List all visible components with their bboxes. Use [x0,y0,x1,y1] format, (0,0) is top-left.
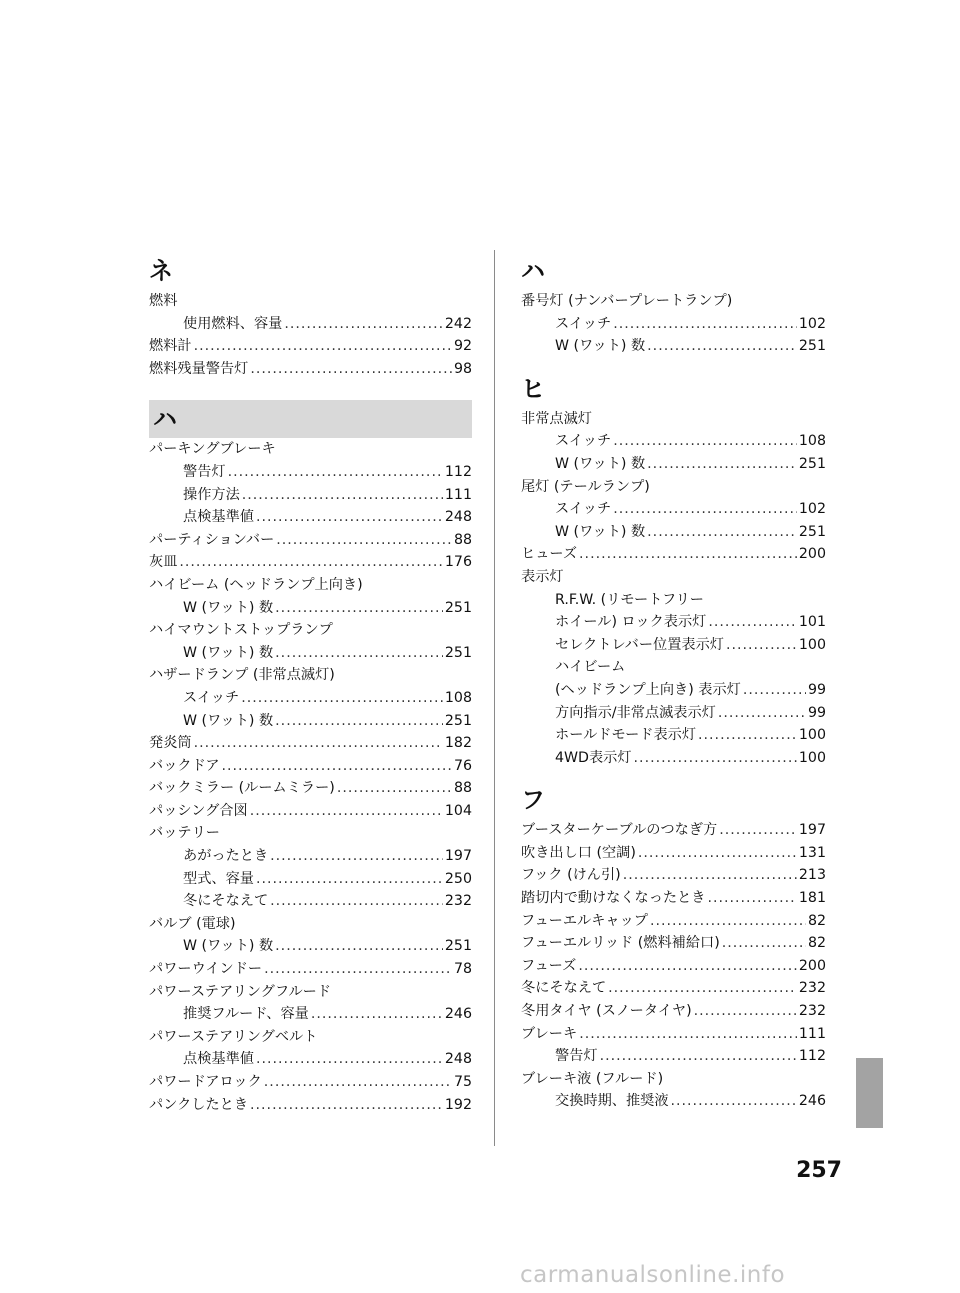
entry-page-number: 181 [798,890,826,907]
index-entry [149,868,472,891]
dot-leader [194,732,443,755]
index-entry [149,1003,472,1026]
entry-term: ホイール) ロック表示灯 [555,614,707,631]
entry-term: 表示灯 [521,568,564,585]
dot-leader [284,313,443,336]
index-entry [521,656,826,679]
index-entry [521,566,826,589]
index-entry [521,634,826,657]
index-entry [149,1048,472,1071]
entry-term: ブースターケーブルのつなぎ方 [521,822,718,839]
index-entry [149,822,472,845]
dot-leader [647,453,797,476]
index-entry [521,955,826,978]
entry-page-number: 76 [453,757,472,774]
entry-term: 尾灯 (テールランプ) [521,478,650,495]
entry-term: 燃料計 [149,338,192,355]
entry-page-number: 251 [444,938,472,955]
entry-term: 推奨フルード、容量 [183,1006,309,1023]
entry-term: パンクしたとき [149,1096,249,1113]
dot-leader [694,1000,797,1023]
dot-leader [264,958,452,981]
dot-leader [264,1071,452,1094]
dot-leader [600,1045,797,1068]
entry-page-number: 108 [798,433,826,450]
entry-page-number: 200 [798,957,826,974]
entry-term: スイッチ [555,433,612,450]
entry-page-number: 242 [444,315,472,332]
entry-page-number: 251 [798,523,826,540]
index-right-column [521,252,826,1113]
index-entry [149,574,472,597]
entry-page-number: 101 [798,614,826,631]
index-entry [521,1023,826,1046]
dot-leader [250,1094,443,1117]
dot-leader [708,611,797,634]
entry-term: あがったとき [183,848,269,865]
dot-leader [241,687,443,710]
index-entry [149,981,472,1004]
entry-term: バックミラー (ルームミラー) [149,780,335,797]
index-entry [521,747,826,770]
entry-term: ホールドモード表示灯 [555,727,697,744]
entry-page-number: 111 [798,1025,826,1042]
entry-term: パーキングブレーキ [149,441,276,458]
entry-term: 交換時期、推奨液 [555,1093,669,1110]
entry-term: 使用燃料、容量 [183,315,283,332]
entry-term: バッテリー [149,825,220,842]
entry-page-number: 232 [798,980,826,997]
section-thumb-tab [856,1058,883,1128]
entry-page-number: 197 [444,848,472,865]
entry-page-number: 100 [798,727,826,744]
dot-leader [242,484,443,507]
index-entry [521,977,826,1000]
index-entry [149,313,472,336]
dot-leader [719,819,797,842]
entry-page-number: 104 [444,802,472,819]
index-entry [149,358,472,381]
dot-leader [638,842,797,865]
entry-term: 操作方法 [183,486,240,503]
entry-page-number: 213 [798,867,826,884]
dot-leader [613,430,797,453]
index-entry [149,619,472,642]
index-entry [149,777,472,800]
entry-term: フューエルキャップ [521,912,648,929]
entry-term: W (ワット) 数 [555,338,646,355]
dot-leader [179,551,443,574]
entry-term: 点検基準値 [183,1051,254,1068]
dot-leader [256,506,443,529]
index-entry [521,819,826,842]
index-entry [149,529,472,552]
entry-term: W (ワット) 数 [555,523,646,540]
entry-term: 4WD表示灯 [555,749,632,766]
entry-term: 踏切内で動けなくなったとき [521,890,706,907]
index-entry [149,687,472,710]
index-entry [149,1094,472,1117]
entry-page-number: 102 [798,501,826,518]
index-entry [521,932,826,955]
index-entry [521,290,826,313]
entry-term: ハイビーム [555,659,626,676]
entry-term: パーティションバー [149,531,275,548]
dot-leader [256,1048,443,1071]
index-entry [149,642,472,665]
entry-page-number: 78 [453,961,472,978]
index-entry [149,551,472,574]
index-entry [149,484,472,507]
index-entry [521,724,826,747]
index-entry [521,1068,826,1091]
entry-page-number: 246 [444,1006,472,1023]
entry-term: 方向指示/非常点滅表示灯 [555,704,716,721]
dot-leader [250,358,452,381]
entry-term: W (ワット) 数 [555,455,646,472]
entry-term: 吹き出し口 (空調) [521,844,636,861]
dot-leader [623,864,797,887]
entry-term: フューズ [521,957,577,974]
entry-page-number: 250 [444,870,472,887]
index-entry [521,864,826,887]
entry-term: ハイマウントストップランプ [149,622,333,639]
entry-page-number: 99 [807,704,826,721]
index-entry [149,290,472,313]
dot-leader [275,935,443,958]
dot-leader [256,868,443,891]
entry-page-number: 92 [453,338,472,355]
section-heading: ヒ [521,374,545,403]
entry-term: 冬用タイヤ (スノータイヤ) [521,1003,692,1020]
index-entry [521,1045,826,1068]
entry-page-number: 100 [798,636,826,653]
dot-leader [275,597,443,620]
index-entry [149,710,472,733]
entry-page-number: 102 [798,315,826,332]
index-entry [521,1090,826,1113]
index-entry [521,408,826,431]
entry-page-number: 251 [444,712,472,729]
index-entry [149,890,472,913]
entry-term: パッシング合図 [149,802,248,819]
dot-leader [613,498,797,521]
index-entry [521,589,826,612]
dot-leader [634,747,797,770]
entry-page-number: 197 [798,822,826,839]
index-entry [149,1026,472,1049]
entry-term: ヒューズ [521,546,578,563]
entry-term: フューエルリッド (燃料補給口) [521,935,720,952]
index-entry [521,430,826,453]
entry-page-number: 182 [444,735,472,752]
index-entry [521,476,826,499]
entry-term: 冬にそなえて [183,893,269,910]
entry-term: ブレーキ液 (フルード) [521,1070,664,1087]
watermark: carmanualsonline.info [520,1262,786,1288]
entry-term: フック (けん引) [521,867,621,884]
column-divider [494,250,495,1146]
entry-page-number: 192 [444,1096,472,1113]
entry-page-number: 246 [798,1093,826,1110]
entry-term: W (ワット) 数 [183,938,274,955]
index-entry [521,887,826,910]
entry-page-number: 251 [798,338,826,355]
dot-leader [250,800,443,823]
entry-page-number: 75 [453,1074,472,1090]
dot-leader [276,529,452,552]
entry-page-number: 82 [807,935,826,952]
dot-leader [275,710,443,733]
section-heading: ハ [521,257,545,285]
entry-term: スイッチ [183,689,240,706]
index-entry [149,732,472,755]
index-entry [521,453,826,476]
index-entry [149,935,472,958]
index-entry [521,611,826,634]
dot-leader [270,890,443,913]
entry-term: 点検基準値 [183,509,254,526]
entry-term: W (ワット) 数 [183,712,274,729]
dot-leader [608,977,797,1000]
entry-page-number: 248 [444,509,472,526]
index-entry [149,506,472,529]
dot-leader [718,702,806,725]
index-entry [149,461,472,484]
entry-term: 非常点滅灯 [521,410,592,427]
entry-term: ハザードランプ (非常点滅灯) [149,667,335,684]
entry-term: スイッチ [555,501,612,518]
index-entry [521,679,826,702]
entry-page-number: 100 [798,749,826,766]
entry-term: 型式、容量 [183,870,254,887]
entry-term: スイッチ [555,315,612,332]
dot-leader [726,634,797,657]
index-entry [149,800,472,823]
entry-term: 灰皿 [149,554,178,571]
index-entry [149,335,472,358]
dot-leader [337,777,452,800]
index-entry [149,664,472,687]
index-entry [149,845,472,868]
index-entry [521,910,826,933]
section-heading: フ [521,786,545,815]
entry-page-number: 232 [444,893,472,910]
entry-term: パワーウインドー [149,961,263,978]
entry-term: 警告灯 [183,463,226,480]
entry-page-number: 131 [798,844,826,861]
entry-page-number: 251 [798,455,826,472]
entry-term: バックドア [149,757,220,774]
index-entry [521,543,826,566]
dot-leader [270,845,443,868]
entry-page-number: 82 [807,912,826,929]
dot-leader [722,932,806,955]
entry-page-number: 112 [444,463,472,480]
index-entry [521,498,826,521]
entry-page-number: 176 [444,554,472,571]
dot-leader [743,679,806,702]
index-entry [521,521,826,544]
entry-term: パワーステアリングベルト [149,1028,318,1045]
index-entry [149,913,472,936]
entry-page-number: 112 [798,1048,826,1065]
entry-page-number: 111 [444,486,472,503]
entry-term: ブレーキ [521,1025,578,1042]
entry-term: R.F.W. (リモートフリー [555,591,704,608]
dot-leader [578,955,797,978]
index-entry [521,842,826,865]
dot-leader [275,642,443,665]
index-entry [149,958,472,981]
dot-leader [228,461,443,484]
entry-term: (ヘッドランプ上向き) 表示灯 [555,681,741,698]
entry-page-number: 88 [453,531,472,548]
entry-term: ハイビーム (ヘッドランプ上向き) [149,576,363,593]
index-entry [521,313,826,336]
dot-leader [698,724,797,747]
dot-leader [613,313,797,336]
entry-term: 警告灯 [555,1048,598,1065]
entry-term: 番号灯 (ナンバープレートランプ) [521,293,733,309]
dot-leader [311,1003,443,1026]
dot-leader [707,887,796,910]
entry-term: パワードアロック [149,1074,262,1090]
entry-term: 燃料残量警告灯 [149,360,249,377]
entry-term: W (ワット) 数 [183,644,274,661]
index-entry [149,1071,472,1094]
index-entry [521,702,826,725]
entry-term: バルブ (電球) [149,915,236,932]
entry-page-number: 248 [444,1051,472,1068]
page-number: 257 [796,1158,842,1183]
entry-page-number: 108 [444,689,472,706]
section-heading: ネ [149,257,173,285]
entry-term: W (ワット) 数 [183,599,274,616]
dot-leader [579,543,797,566]
entry-term: パワーステアリングフルード [149,983,332,1000]
dot-leader [647,521,797,544]
dot-leader [579,1023,797,1046]
entry-page-number: 251 [444,644,472,661]
entry-page-number: 88 [453,780,472,797]
entry-term: セレクトレバー位置表示灯 [555,636,724,653]
dot-leader [222,755,452,778]
dot-leader [671,1090,797,1113]
entry-page-number: 200 [798,546,826,563]
index-entry [521,1000,826,1023]
entry-page-number: 99 [807,681,826,698]
entry-term: 燃料 [149,293,178,309]
entry-page-number: 232 [798,1003,826,1020]
entry-page-number: 98 [453,360,472,377]
entry-page-number: 251 [444,599,472,616]
section-heading: ハ [149,400,472,438]
index-entry [521,335,826,358]
index-entry [149,438,472,461]
dot-leader [647,335,797,358]
index-left-column [149,252,472,1116]
entry-term: 冬にそなえて [521,980,607,997]
dot-leader [194,335,452,358]
dot-leader [650,910,806,933]
index-entry [149,597,472,620]
entry-term: 発炎筒 [149,735,192,752]
index-entry [149,755,472,778]
